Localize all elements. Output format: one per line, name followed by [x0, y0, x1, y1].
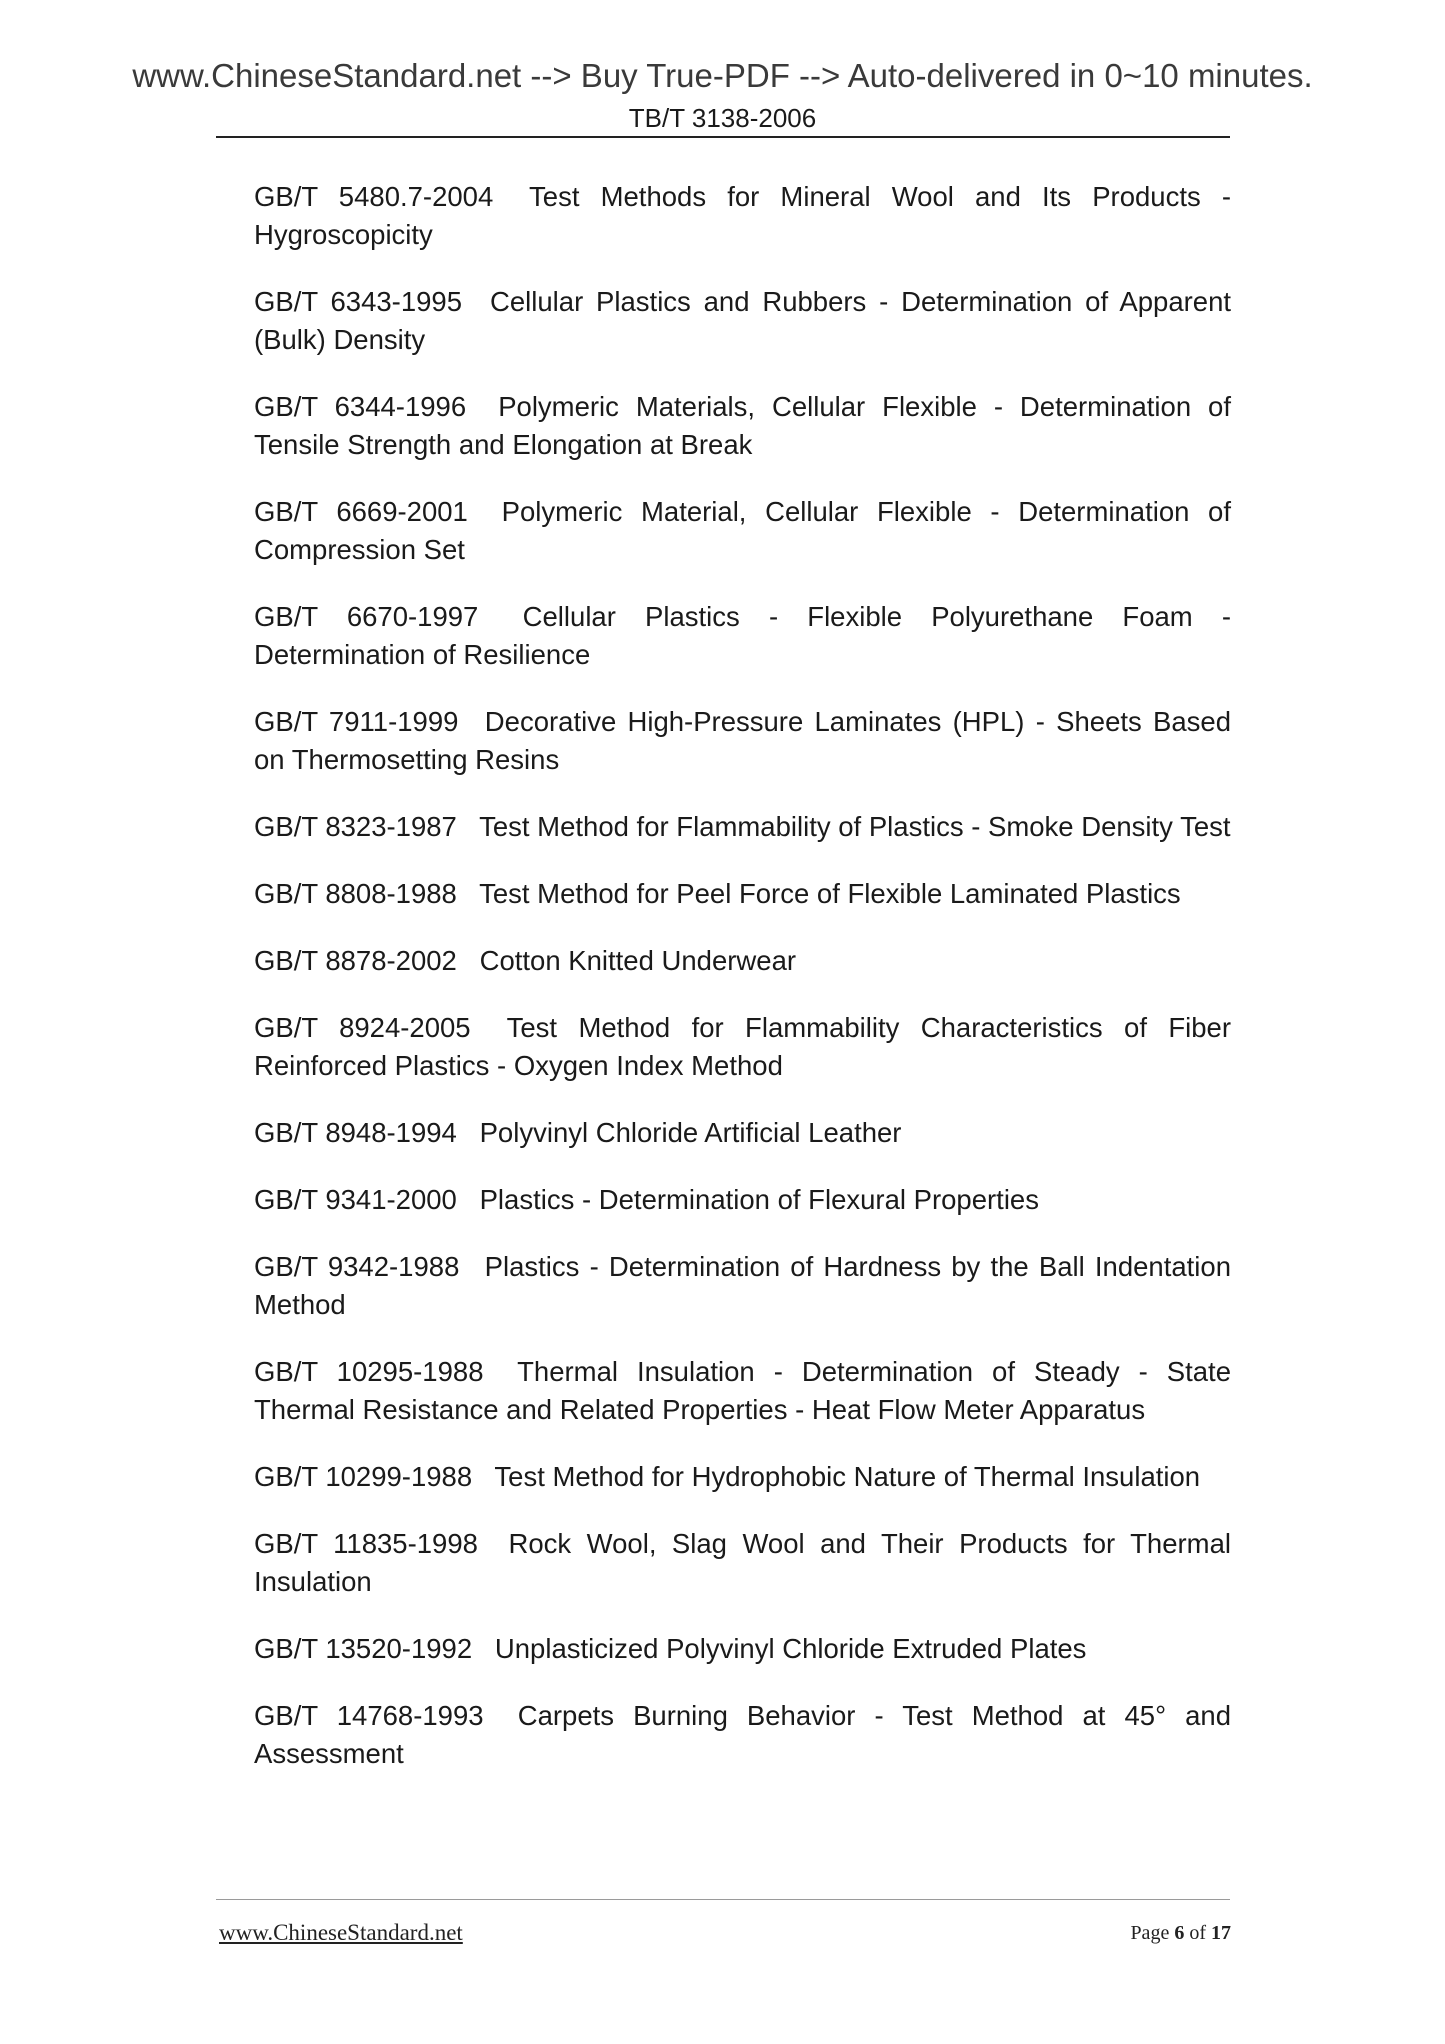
reference-item [254, 1697, 1231, 1773]
of-label: of [1189, 1922, 1206, 1944]
reference-code: GB/T 6670-1997 [254, 601, 479, 632]
page-label: Page [1130, 1922, 1170, 1944]
reference-title: Test Method for Flammability of Plastics - Smoke Density Test [479, 811, 1231, 842]
reference-item [254, 1630, 1231, 1668]
reference-item [254, 493, 1231, 569]
footer-site-link[interactable]: www.ChineseStandard.net [219, 1920, 463, 1945]
reference-list [254, 178, 1231, 1802]
reference-code: GB/T 6344-1996 [254, 391, 467, 422]
reference-title: Polymeric Material, Cellular Flexible - Determination of Compression Set [254, 496, 1231, 565]
reference-title: Carpets Burning Behavior - Test Method at 45° and Assessment [254, 1700, 1232, 1769]
reference-code: GB/T 8924-2005 [254, 1012, 471, 1043]
reference-code: GB/T 10299-1988 [254, 1461, 473, 1492]
reference-item [254, 1525, 1231, 1601]
reference-item [254, 1353, 1231, 1429]
reference-item [254, 875, 1231, 913]
reference-title: Rock Wool, Slag Wool and Their Products for Thermal Insulation [254, 1528, 1231, 1597]
reference-code: GB/T 8948-1994 [254, 1117, 457, 1148]
reference-item [254, 283, 1231, 359]
reference-item [254, 1248, 1231, 1324]
reference-title: Test Method for Peel Force of Flexible Laminated Plastics [479, 878, 1181, 909]
reference-code: GB/T 6343-1995 [254, 286, 463, 317]
page-number: 6 [1174, 1922, 1185, 1944]
reference-title: Cellular Plastics and Rubbers - Determination of Apparent (Bulk) Density [254, 286, 1232, 355]
reference-code: GB/T 6669-2001 [254, 496, 468, 527]
reference-item [254, 1181, 1231, 1219]
reference-title: Test Method for Flammability Characteristics of Fiber Reinforced Plastics - Oxygen Index Method [254, 1012, 1232, 1081]
reference-item [254, 1114, 1231, 1152]
reference-code: GB/T 8323-1987 [254, 811, 457, 842]
reference-code: GB/T 8808-1988 [254, 878, 457, 909]
reference-item [254, 1458, 1231, 1496]
standard-code: TB/T 3138-2006 [628, 103, 817, 133]
reference-title: Cellular Plastics - Flexible Polyurethane Foam - Determination of Resilience [254, 601, 1232, 670]
reference-code: GB/T 5480.7-2004 [254, 181, 494, 212]
reference-title: Unplasticized Polyvinyl Chloride Extruded Plates [494, 1633, 1087, 1664]
reference-code: GB/T 13520-1992 [254, 1633, 473, 1664]
reference-item [254, 1009, 1231, 1085]
reference-code: GB/T 9341-2000 [254, 1184, 457, 1215]
reference-item [254, 178, 1231, 254]
header-rule [216, 136, 1230, 138]
reference-title: Cotton Knitted Underwear [479, 945, 797, 976]
reference-title: Test Methods for Mineral Wool and Its Products - Hygroscopicity [254, 181, 1231, 250]
reference-item [254, 598, 1231, 674]
reference-title: Plastics - Determination of Hardness by the Ball Indentation Method [254, 1251, 1231, 1320]
reference-code: GB/T 10295-1988 [254, 1356, 484, 1387]
reference-title: Plastics - Determination of Flexural Properties [479, 1184, 1039, 1215]
reference-code: GB/T 11835-1998 [254, 1528, 478, 1559]
reference-item [254, 942, 1231, 980]
reference-code: GB/T 8878-2002 [254, 945, 457, 976]
reference-title: Polymeric Materials, Cellular Flexible - Determination of Tensile Strength and Elongation at Break [254, 391, 1231, 460]
reference-code: GB/T 9342-1988 [254, 1251, 460, 1282]
reference-title: Test Method for Hydrophobic Nature of Thermal Insulation [494, 1461, 1201, 1492]
reference-title: Polyvinyl Chloride Artificial Leather [479, 1117, 902, 1148]
page-total: 17 [1211, 1922, 1231, 1944]
reference-title: Decorative High-Pressure Laminates (HPL) - Sheets Based on Thermosetting Resins [254, 706, 1231, 775]
reference-item [254, 388, 1231, 464]
page-indicator [1130, 1922, 1231, 1945]
reference-code: GB/T 7911-1999 [254, 706, 459, 737]
footer-rule [216, 1899, 1230, 1900]
reference-item [254, 808, 1231, 846]
reference-code: GB/T 14768-1993 [254, 1700, 484, 1731]
reference-item [254, 703, 1231, 779]
reference-title: Thermal Insulation - Determination of Steady - State Thermal Resistance and Related Properties - Heat Flow Meter Apparatus [254, 1356, 1231, 1425]
top-banner: www.ChineseStandard.net --> Buy True-PDF --> Auto-delivered in 0~10 minutes. [132, 57, 1313, 94]
